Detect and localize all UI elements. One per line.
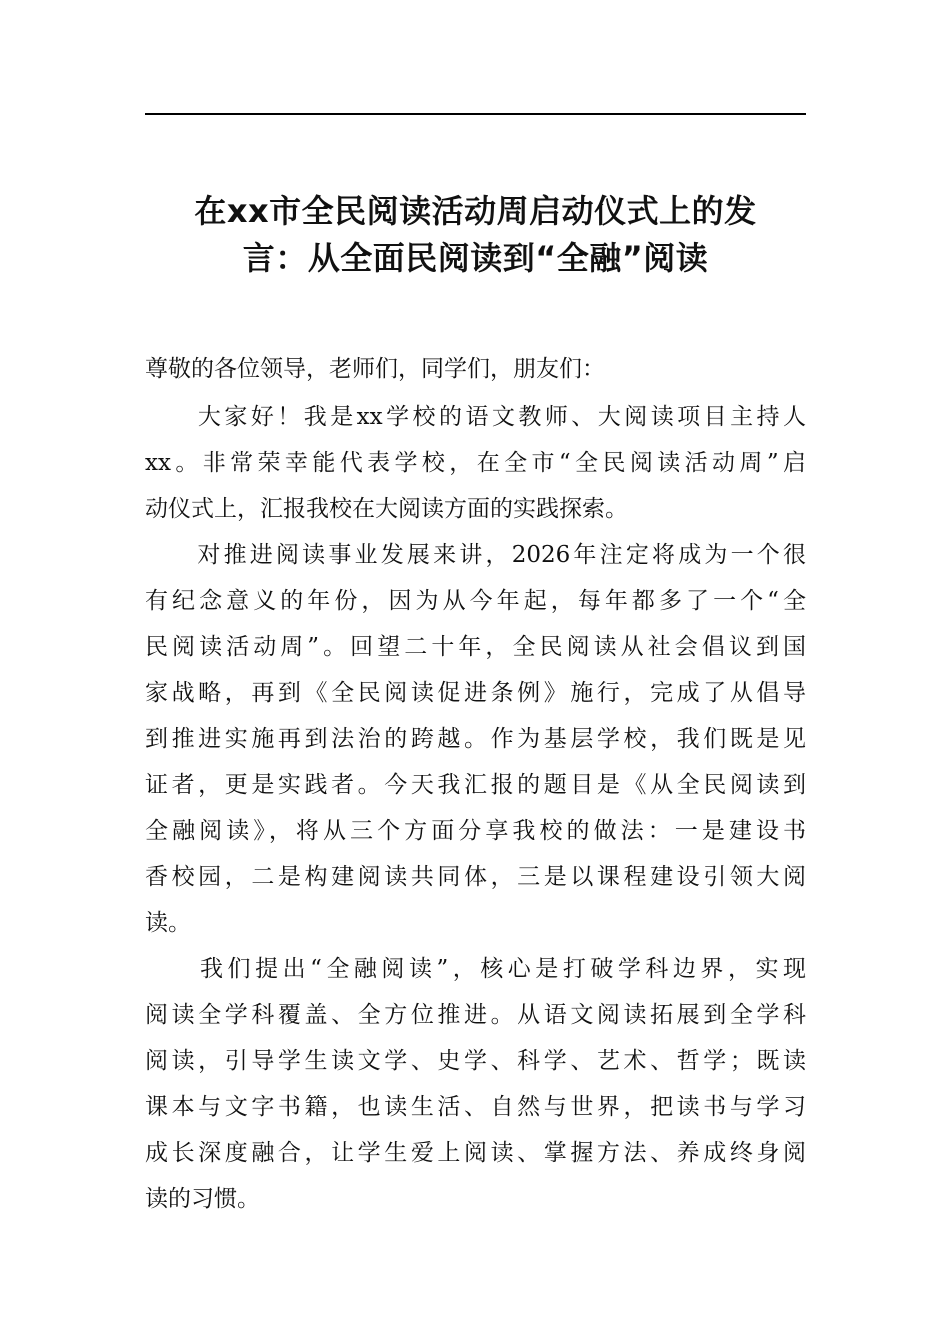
text-line: 有纪念意义的年份，因为从今年起，每年都多了一个“全 <box>145 588 806 614</box>
paragraph-background <box>145 535 806 949</box>
paragraph-greeting <box>145 397 806 535</box>
text-line: 大家好！我是xx学校的语文教师、大阅读项目主持人 <box>145 404 806 430</box>
text-line: 读的习惯。 <box>145 1186 260 1212</box>
salutation: 尊敬的各位领导，老师们，同学们，朋友们： <box>145 356 605 382</box>
text-line: 阅读全学科覆盖、全方位推进。从语文阅读拓展到全学科 <box>145 1002 806 1028</box>
document-body <box>145 349 806 1225</box>
paragraph-quanrong-reading <box>145 949 806 1225</box>
text-line: 课本与文字书籍，也读生活、自然与世界，把读书与学习 <box>145 1094 806 1120</box>
text-line: 香校园，二是构建阅读共同体，三是以课程建设引领大阅 <box>145 864 806 890</box>
text-line: 到推进实施再到法治的跨越。作为基层学校，我们既是见 <box>145 726 806 752</box>
text-line: 民阅读活动周”。回望二十年，全民阅读从社会倡议到国 <box>145 634 806 660</box>
text-line: 动仪式上，汇报我校在大阅读方面的实践探索。 <box>145 496 628 522</box>
text-line: 阅读，引导学生读文学、史学、科学、艺术、哲学；既读 <box>145 1048 806 1074</box>
page-title <box>145 188 806 282</box>
text-line: 成长深度融合，让学生爱上阅读、掌握方法、养成终身阅 <box>145 1140 806 1166</box>
title-line: 言：从全面民阅读到“全融”阅读 <box>242 239 709 277</box>
text-line: xx。非常荣幸能代表学校，在全市“全民阅读活动周”启 <box>145 450 806 476</box>
text-line: 读。 <box>145 910 191 936</box>
text-line: 我们提出“全融阅读”，核心是打破学科边界，实现 <box>145 956 806 982</box>
text-line: 对推进阅读事业发展来讲，2026年注定将成为一个很 <box>145 542 806 568</box>
text-line: 家战略，再到《全民阅读促进条例》施行，完成了从倡导 <box>145 680 806 706</box>
text-line: 证者，更是实践者。今天我汇报的题目是《从全民阅读到 <box>145 772 806 798</box>
title-line: 在xx市全民阅读活动周启动仪式上的发 <box>194 192 757 230</box>
text-line: 全融阅读》，将从三个方面分享我校的做法：一是建设书 <box>145 818 806 844</box>
header-rule <box>145 113 806 115</box>
